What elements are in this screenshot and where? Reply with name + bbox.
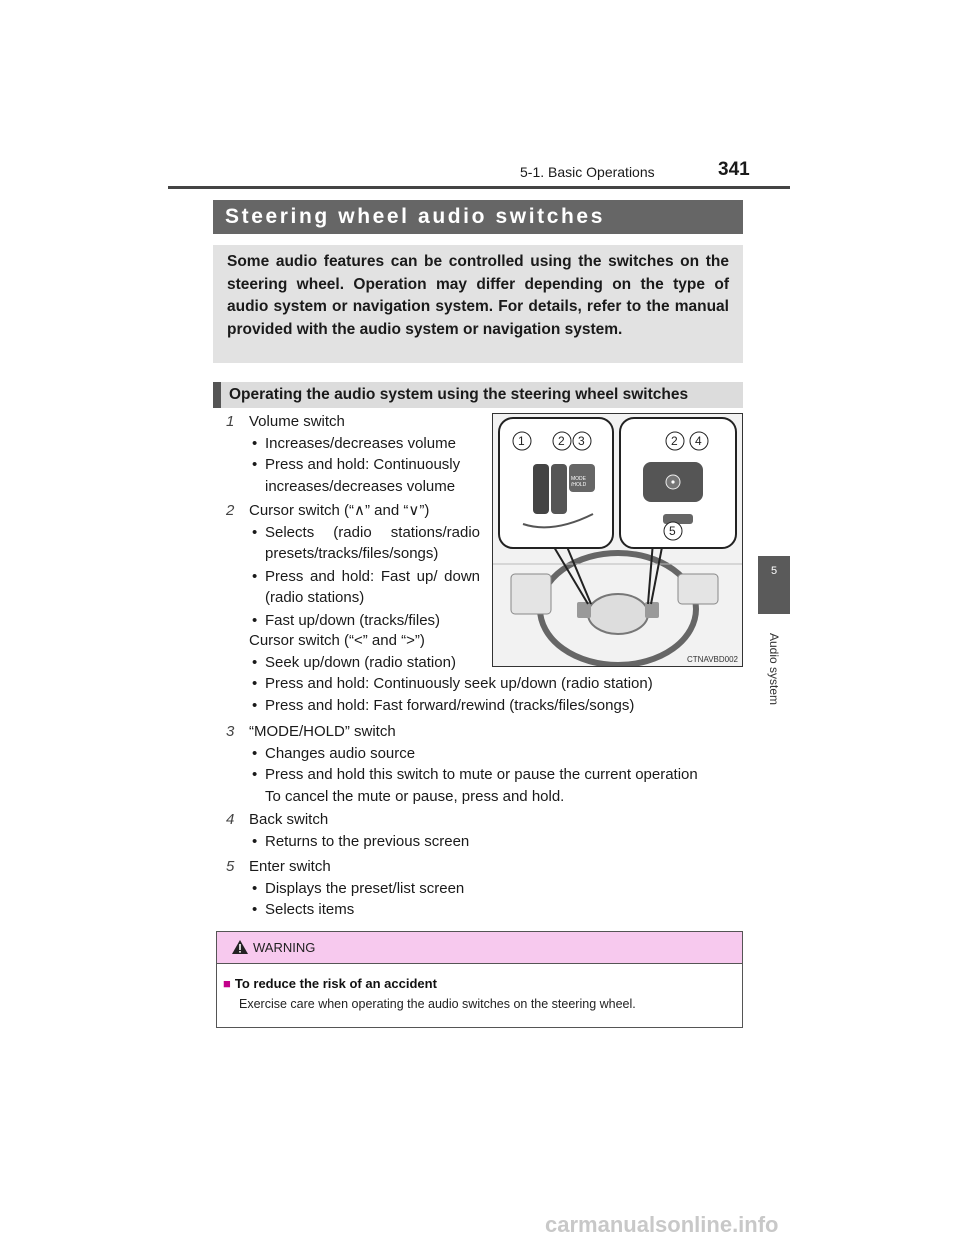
intro-box: Some audio features can be controlled using the switches on the steering wheel. Operation may differ depending on the type of audio system or navigation system. For details, refer to the manual provided with the audio system or navigation system. <box>213 245 743 363</box>
chapter-tab: 5 <box>758 556 790 614</box>
warning-header <box>217 932 742 964</box>
figure-code: CTNAVBD002 <box>687 655 738 664</box>
item-number: 1 <box>226 413 235 430</box>
item-title: Cursor switch (“<” and “>”) <box>249 632 425 649</box>
item-title: Enter switch <box>249 858 331 875</box>
callout-3: 3 <box>578 434 585 448</box>
item-back <box>226 809 726 852</box>
item-volume <box>226 411 488 497</box>
item-note: To cancel the mute or pause, press and hold. <box>265 787 565 805</box>
item-bullet: • Selects (radio stations/radio presets/tracks/files/songs) <box>249 522 480 565</box>
item-bullet: • Press and hold: Fast forward/rewind (tracks/files/songs) <box>249 695 749 717</box>
callout-2b: 2 <box>671 434 678 448</box>
item-mode-hold <box>226 721 746 807</box>
item-number: 5 <box>226 858 235 875</box>
item-title: “MODE/HOLD” switch <box>249 723 396 740</box>
item-bullet: • Fast up/down (tracks/files) <box>249 610 480 632</box>
page-number: 341 <box>718 159 750 180</box>
warning-body: Exercise care when operating the audio switches on the steering wheel. <box>239 997 636 1011</box>
page-title: Steering wheel audio switches <box>213 200 743 234</box>
callout-2: 2 <box>558 434 565 448</box>
steering-wheel-illustration <box>493 414 742 666</box>
header-rule <box>168 186 790 189</box>
item-bullet: • Increases/decreases volume <box>249 433 488 455</box>
item-bullet: • Displays the preset/list screen <box>249 878 726 900</box>
warning-title: WARNING <box>253 940 316 955</box>
item-bullet: • Press and hold: Continuously increases/decreases volume <box>249 454 488 497</box>
square-bullet-icon: ■ <box>223 976 231 991</box>
item-bullet: • Press and hold: Fast up/ down (radio stations) <box>249 566 480 609</box>
item-title: Cursor switch (“∧” and “∨”) <box>249 502 430 519</box>
item-bullet: • Changes audio source <box>249 743 746 765</box>
chapter-label <box>756 620 792 720</box>
section-header: 5-1. Basic Operations <box>520 164 655 180</box>
item-bullet: • Returns to the previous screen <box>249 831 726 853</box>
mode-label: MODE <box>571 476 586 482</box>
callout-4: 4 <box>695 434 702 448</box>
watermark: carmanualsonline.info <box>545 1212 779 1237</box>
callout-5: 5 <box>669 524 676 538</box>
subheading: Operating the audio system using the steering wheel switches <box>213 382 743 408</box>
item-bullet: • Press and hold this switch to mute or pause the current operation <box>249 764 746 786</box>
hold-label: /HOLD <box>571 482 587 488</box>
item-title: Volume switch <box>249 413 345 430</box>
steering-wheel-figure <box>492 413 743 667</box>
item-bullet: • Press and hold: Continuously seek up/down (radio station) <box>249 673 749 695</box>
warning-box <box>216 931 743 1028</box>
item-cursor-updown <box>226 500 480 631</box>
item-title: Back switch <box>249 811 329 828</box>
item-enter <box>226 856 726 921</box>
chapter-label-text: Audio system <box>767 632 781 706</box>
item-number: 2 <box>226 502 235 519</box>
warning-icon <box>231 939 249 955</box>
item-bullet: • Selects items <box>249 899 726 921</box>
item-number: 3 <box>226 723 235 740</box>
warning-subtitle-row <box>223 976 437 991</box>
warning-subtitle: To reduce the risk of an accident <box>234 976 437 991</box>
item-bullet: • Seek up/down (radio station) <box>249 652 749 674</box>
item-number: 4 <box>226 811 235 828</box>
callout-1: 1 <box>518 434 525 448</box>
